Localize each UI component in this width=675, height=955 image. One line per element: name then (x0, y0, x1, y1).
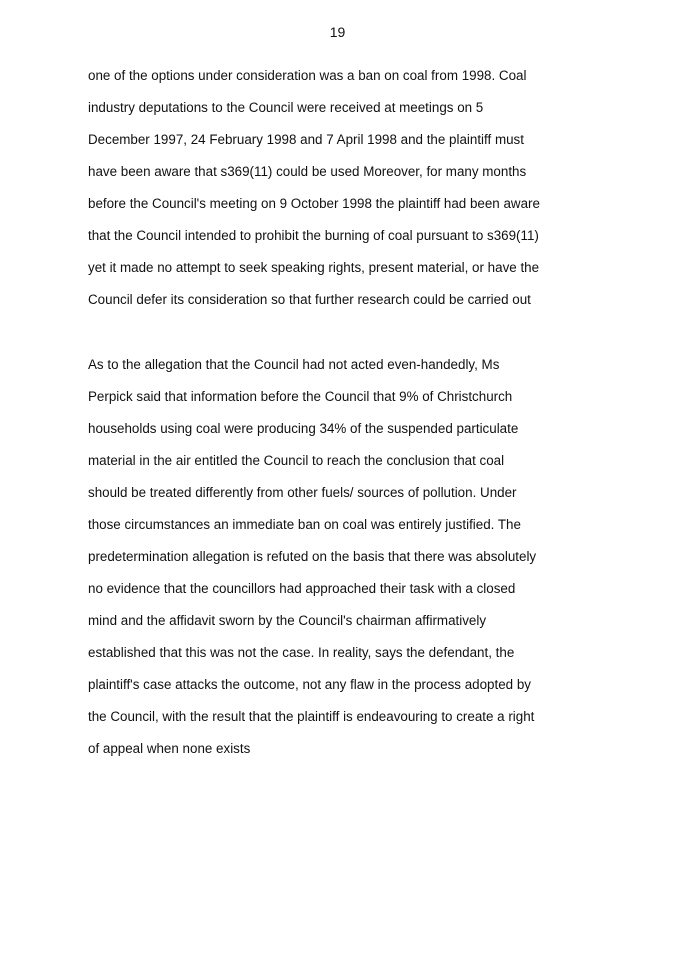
page-number: 19 (329, 24, 346, 40)
text-line: yet it made no attempt to seek speaking rights, present material, or have the (88, 260, 540, 275)
text-line: households using coal were producing 34% of the suspended particulate (88, 421, 519, 436)
text-line: the Council, with the result that the plaintiff is endeavouring to create a right (88, 709, 535, 724)
text-line: have been aware that s369(11) could be used Moreover, for many months (88, 164, 527, 179)
text-line: Perpick said that information before the Council that 9% of Christchurch (88, 389, 513, 404)
paragraph (88, 355, 608, 771)
text-line: no evidence that the councillors had approached their task with a closed (88, 581, 516, 596)
text-line: of appeal when none exists (88, 741, 251, 756)
text-line: material in the air entitled the Council to reach the conclusion that coal (88, 453, 505, 468)
text-line: predetermination allegation is refuted on the basis that there was absolutely (88, 549, 537, 564)
text-line: mind and the affidavit sworn by the Council's chairman affirmatively (88, 613, 487, 628)
text-line: one of the options under consideration was a ban on coal from 1998. Coal (88, 68, 527, 83)
text-line: established that this was not the case. In reality, says the defendant, the (88, 645, 515, 660)
text-line: plaintiff's case attacks the outcome, not any flaw in the process adopted by (88, 677, 531, 692)
paragraph (88, 66, 608, 322)
text-line: Council defer its consideration so that further research could be carried out (88, 292, 531, 307)
text-line: December 1997, 24 February 1998 and 7 April 1998 and the plaintiff must (88, 132, 524, 147)
text-line: those circumstances an immediate ban on coal was entirely justified. The (88, 517, 521, 532)
text-line: industry deputations to the Council were received at meetings on 5 (88, 100, 484, 115)
text-line: that the Council intended to prohibit the burning of coal pursuant to s369(11) (88, 228, 539, 243)
text-line: before the Council's meeting on 9 October 1998 the plaintiff had been aware (88, 196, 540, 211)
text-line: should be treated differently from other fuels/ sources of pollution. Under (88, 485, 517, 500)
text-line: As to the allegation that the Council had not acted even-handedly, Ms (88, 357, 500, 372)
